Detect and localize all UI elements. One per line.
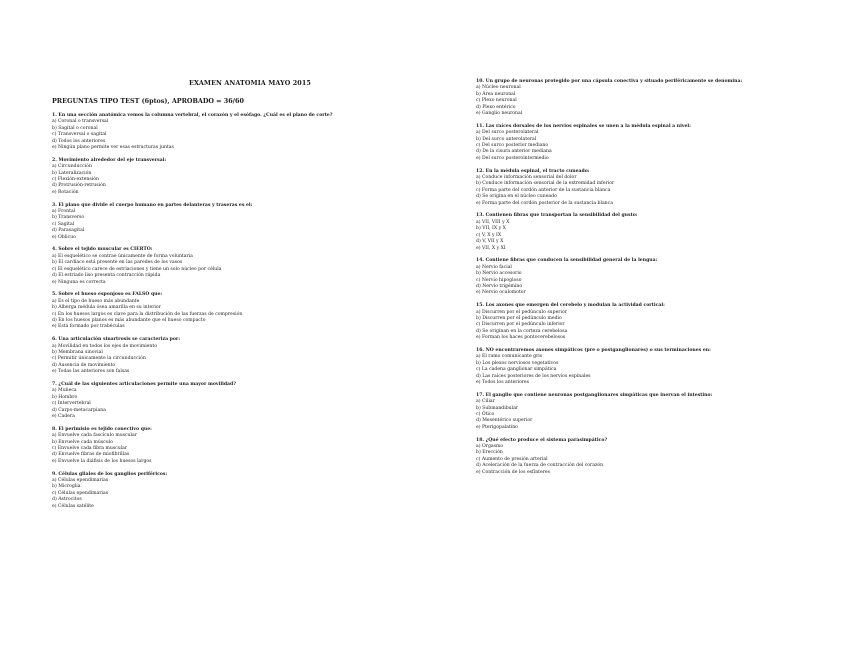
- answer-option: a) VII, VIII y X: [476, 219, 510, 225]
- answer-option: e) Ninguna es correcta: [52, 279, 106, 285]
- answer-option: e) Cadera: [52, 414, 75, 419]
- answer-option: d) Astrocitos: [52, 497, 82, 503]
- answer-option: c) Discurren por el pedúnculo inferior: [476, 322, 565, 328]
- question-block: [52, 427, 432, 465]
- answer-option: e) Ningún plano permite ver esas estructuras juntas: [52, 145, 174, 151]
- answer-option: c) Intervertebral: [52, 401, 91, 407]
- answer-option: c) Nervio hipogloso: [476, 277, 522, 283]
- question-block: [52, 247, 432, 285]
- answer-option: b) Membrana sinovial: [52, 349, 103, 355]
- question-text: 2. Movimiento alrededor del eje transversal:: [52, 157, 167, 163]
- question-text: 15. Los axones que emergen del cerebelo y modulan la actividad cortical:: [476, 303, 665, 309]
- answer-option: c) Células ependimarias: [52, 490, 109, 496]
- answer-option: a) Muñeca: [52, 388, 77, 394]
- question-text: 12. En la médula espinal, el tracto cuneado:: [476, 168, 590, 174]
- answer-option: c) Transversal o sagital: [52, 132, 107, 138]
- answer-option: e) Ganglio neuronal: [476, 111, 523, 117]
- answer-option: a) El ramo comunicante gris: [476, 354, 543, 360]
- answer-option: e) Envuelve la diáfisis de los huesos largos: [52, 458, 152, 464]
- question-text: 14. Contiene fibras que conducen la sensibilidad general de la lengua:: [476, 258, 658, 264]
- answer-option: d) Protrusión-retrusión: [52, 183, 106, 189]
- question-block: [476, 348, 826, 386]
- answer-option: c) Sagital: [52, 221, 75, 227]
- answer-option: a) Nervio facial: [476, 264, 512, 270]
- answer-option: a) Células ependimarias: [52, 478, 109, 484]
- answer-option: c) Envuelve cada fibra muscular: [52, 446, 128, 452]
- answer-option: e) Del surco posterointermedio: [476, 155, 549, 161]
- answer-option: b) Discurren por el pedúnculo medio: [476, 315, 562, 321]
- question-block: [52, 203, 432, 241]
- answer-option: a) Discurren por el pedúnculo superior: [476, 309, 567, 315]
- answer-option: a) Orgasmo: [476, 444, 504, 450]
- answer-option: c) Permitir únicamente la circunducción: [52, 356, 146, 362]
- answer-option: d) V, VII y X: [476, 239, 504, 245]
- answer-option: b) Nervio accesorio: [476, 271, 522, 277]
- answer-option: c) Forma parte del cordón anterior de la sustancia blanca: [476, 187, 611, 193]
- answer-option: d) Carpo-metacarpiana: [52, 407, 106, 413]
- answer-option: c) La cadena ganglionar simpática: [476, 367, 557, 373]
- question-block: [476, 79, 826, 117]
- question-text: 1. En una sección anatómica vemos la columna vertebral, el corazón y el esófago. ¿Cuál es el plano de corte?: [52, 113, 333, 118]
- answer-option: d) Nervio trigémino: [476, 283, 523, 289]
- answer-option: b) Conduce información sensorial de la extremidad inferior: [476, 181, 615, 187]
- question-text: 7. ¿Cuál de las siguientes articulaciones permite una mayor movilidad?: [52, 381, 236, 387]
- answer-option: a) Conduce información sensorial del dolor: [476, 175, 577, 181]
- answer-option: e) Todas las anteriores son falsas: [52, 369, 130, 375]
- answer-option: a) Movilidad en todos los ejes de movimiento: [52, 343, 157, 349]
- answer-option: b) VII, IX y X: [476, 226, 506, 232]
- answer-option: c) El esquelético carece de estriaciones y tiene un solo núcleo por célula: [52, 266, 222, 272]
- answer-option: a) Frontal: [52, 209, 76, 215]
- question-text: 16. NO encontraremos axones simpáticos (pre o postganglionares) o sus terminaciones en:: [476, 347, 711, 353]
- answer-option: b) Envuelve cada músculo: [52, 439, 113, 445]
- answer-option: d) Se origina en el núcleo cuneado: [476, 194, 557, 200]
- answer-option: a) Circunducción: [52, 164, 92, 170]
- answer-option: d) Se originan en la corteza cerebelosa: [476, 328, 568, 334]
- answer-option: b) Del surco anterolateral: [476, 136, 537, 142]
- answer-option: c) Del surco posterior mediano: [476, 143, 549, 149]
- answer-option: c) Ótico: [476, 412, 495, 418]
- question-block: [52, 382, 432, 420]
- answer-option: e) Células satélite: [52, 503, 94, 509]
- answer-option: d) Plexo entérico: [476, 104, 516, 110]
- answer-option: b) Alberga médula ósea amarilla en su interior: [52, 305, 161, 311]
- answer-option: e) Rotación: [52, 189, 79, 195]
- question-block: [476, 393, 826, 431]
- answer-option: a) Es el tipo de hueso más abundante: [52, 298, 140, 304]
- answer-option: a) El esquelético se contrae únicamente de forma voluntaria: [52, 253, 193, 259]
- question-text: 6. Una articulación sinartrosis se caracteriza por:: [52, 337, 181, 343]
- question-block: [476, 169, 826, 207]
- answer-option: a) Ciliar: [476, 399, 495, 405]
- answer-option: b) Transverso: [52, 215, 85, 221]
- question-text: 9. Células gliales de los ganglios periféricos:: [52, 471, 168, 477]
- question-text: 8. El perimisio es tejido conectivo que:: [52, 426, 152, 432]
- exam-title: EXAMEN ANATOMIA MAYO 2015: [189, 79, 311, 87]
- answer-option: e) VII, X y XI: [476, 245, 506, 251]
- answer-option: e) Pterigopalatino: [476, 424, 518, 430]
- exam-subtitle: PREGUNTAS TIPO TEST (6ptos), APROBADO = 36/60: [52, 97, 244, 105]
- answer-option: d) Mesentérico superior: [476, 418, 533, 424]
- answer-option: a) Núcleo neuronal: [476, 85, 521, 91]
- answer-option: b) Lateralización: [52, 170, 92, 176]
- question-block: [476, 303, 826, 341]
- answer-option: a) Del surco posterolateral: [476, 130, 539, 136]
- question-block: [52, 292, 432, 330]
- answer-option: a) Envuelve cada fascículo muscular: [52, 433, 137, 439]
- question-text: 5. Sobre el hueso esponjoso es FALSO que:: [52, 292, 163, 298]
- question-block: [52, 472, 432, 510]
- answer-option: c) Plexo neuronal: [476, 98, 517, 104]
- answer-option: e) Contracción de los esfínteres: [476, 469, 551, 475]
- answer-option: e) Oblicuo: [52, 234, 76, 240]
- question-block: [52, 158, 432, 196]
- question-block: [476, 213, 826, 251]
- right-column: [476, 79, 826, 482]
- question-text: 11. Las raíces dorsales de los nervios espinales se unen a la médula espinal a nivel:: [476, 123, 691, 129]
- question-block: [476, 438, 826, 476]
- answer-option: e) Nervio oculomotor: [476, 290, 526, 296]
- answer-option: b) Los plexos nerviosos vegetativos: [476, 360, 559, 366]
- question-text: 4. Sobre el tejido muscular es CIERTO:: [52, 247, 153, 253]
- answer-option: d) Las raíces posteriores de los nervios espinales: [476, 373, 591, 379]
- answer-option: b) Hombro: [52, 394, 78, 400]
- answer-option: d) Todos los anteriores: [52, 138, 106, 144]
- question-block: [476, 124, 826, 162]
- answer-option: d) Ausencia de movimiento: [52, 362, 116, 368]
- answer-option: b) Microglía: [52, 484, 81, 490]
- left-column: [52, 113, 432, 516]
- answer-option: b) Sagital o coronal: [52, 125, 98, 131]
- question-text: 17. El ganglio que contiene neuronas postganglionares simpáticas que inervan el intestino:: [476, 392, 713, 398]
- answer-option: d) Parasagital: [52, 228, 85, 234]
- answer-option: b) Submandibular: [476, 405, 519, 411]
- answer-option: e) Todos los anteriores: [476, 380, 529, 385]
- answer-option: c) En los huesos largos es clave para la distribución de las fuerzas de compresión: [52, 311, 243, 317]
- answer-option: d) En los huesos planos es más abundante que el hueso compacto: [52, 317, 206, 323]
- question-block: [52, 337, 432, 375]
- answer-option: e) Está formado por trabéculas: [52, 324, 125, 330]
- answer-option: b) Erección: [476, 450, 503, 456]
- answer-option: d) De la cisura anterior mediana: [476, 149, 552, 155]
- answer-option: c) Aumento de presión arterial: [476, 456, 548, 462]
- question-block: [476, 258, 826, 296]
- question-text: 3. El plano que divide el cuerpo humano en partes delanteras y traseras es el:: [52, 202, 253, 208]
- answer-option: c) Flexión-extensión: [52, 177, 99, 183]
- answer-option: b) El cardíaco está presente en las paredes de los vasos: [52, 260, 183, 266]
- answer-option: d) Envuelve fibras de miofibrillas: [52, 452, 130, 458]
- answer-option: a) Coronal o transversal: [52, 119, 109, 125]
- answer-option: d) El estriado liso presenta contracción rápida: [52, 273, 161, 279]
- answer-option: c) V, X y IX: [476, 232, 502, 238]
- question-text: 13. Contienen fibras que transportan la sensibilidad del gusto:: [476, 213, 638, 219]
- answer-option: d) Aceleración de la fuerza de contracción del corazón: [476, 463, 604, 469]
- question-block: [52, 113, 432, 151]
- answer-option: b) Área neuronal: [476, 91, 516, 97]
- question-text: 10. Un grupo de neuronas protegido por una cápsula conectiva y situado periféricamente se denomina:: [476, 79, 743, 84]
- answer-option: e) Forman los haces pontocerebelosos: [476, 335, 566, 341]
- question-text: 18. ¿Qué efecto produce el sistema parasimpático?: [476, 437, 608, 443]
- answer-option: e) Forma parte del cordón posterior de la sustancia blanca: [476, 200, 613, 206]
